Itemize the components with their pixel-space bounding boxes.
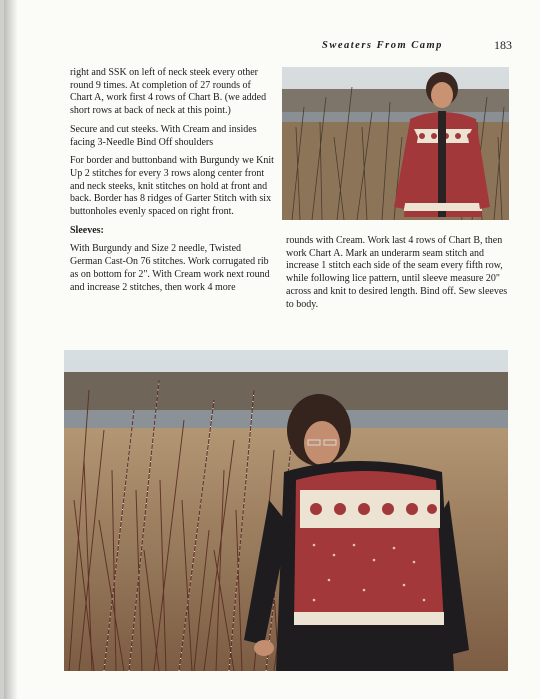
paragraph: For border and buttonband with Burgundy we Knit Up 2 stitches for every 3 rows along center front and neck steeks, knit stitches on hold at front and back. Border has 8 ridges of Garter Stitch with six buttonholes evenly spaced on right front.: [70, 155, 274, 218]
page-number: 183: [494, 38, 512, 52]
paragraph: rounds with Cream. Work last 4 rows of Chart B, then work Chart A. Mark an underarm seam stitch and increase 1 stitch each side of the seam every fifth row, while following lice pattern, until sleeve measure 20" across and knit to desired length. Bind off. Sew sleeves to body.: [286, 235, 508, 310]
left-text-column: [70, 67, 274, 300]
paragraph: right and SSK on left of neck steek every other round 9 times. At completion of 27 rounds of Chart A, work first 4 rows of Chart B. (we added short rows at back of neck at this point.): [70, 67, 267, 117]
photo-woman-vest: [64, 350, 508, 671]
photo-woman-cardigan: [282, 67, 509, 220]
paragraph: With Burgundy and Size 2 needle, Twisted German Cast-On 76 stitches. Work corrugated rib as on bottom for 2". With Cream work next round and increase 2 stitches, then work 4 more: [70, 243, 270, 293]
sleeves-heading: Sleeves:: [70, 224, 104, 236]
page-gutter-shadow: [4, 0, 18, 699]
paragraph: Secure and cut steeks. With Cream and insides facing 3-Needle Bind Off shoulders: [70, 123, 257, 148]
running-head: Sweaters From Camp: [322, 40, 443, 51]
right-text-column: [286, 235, 512, 317]
